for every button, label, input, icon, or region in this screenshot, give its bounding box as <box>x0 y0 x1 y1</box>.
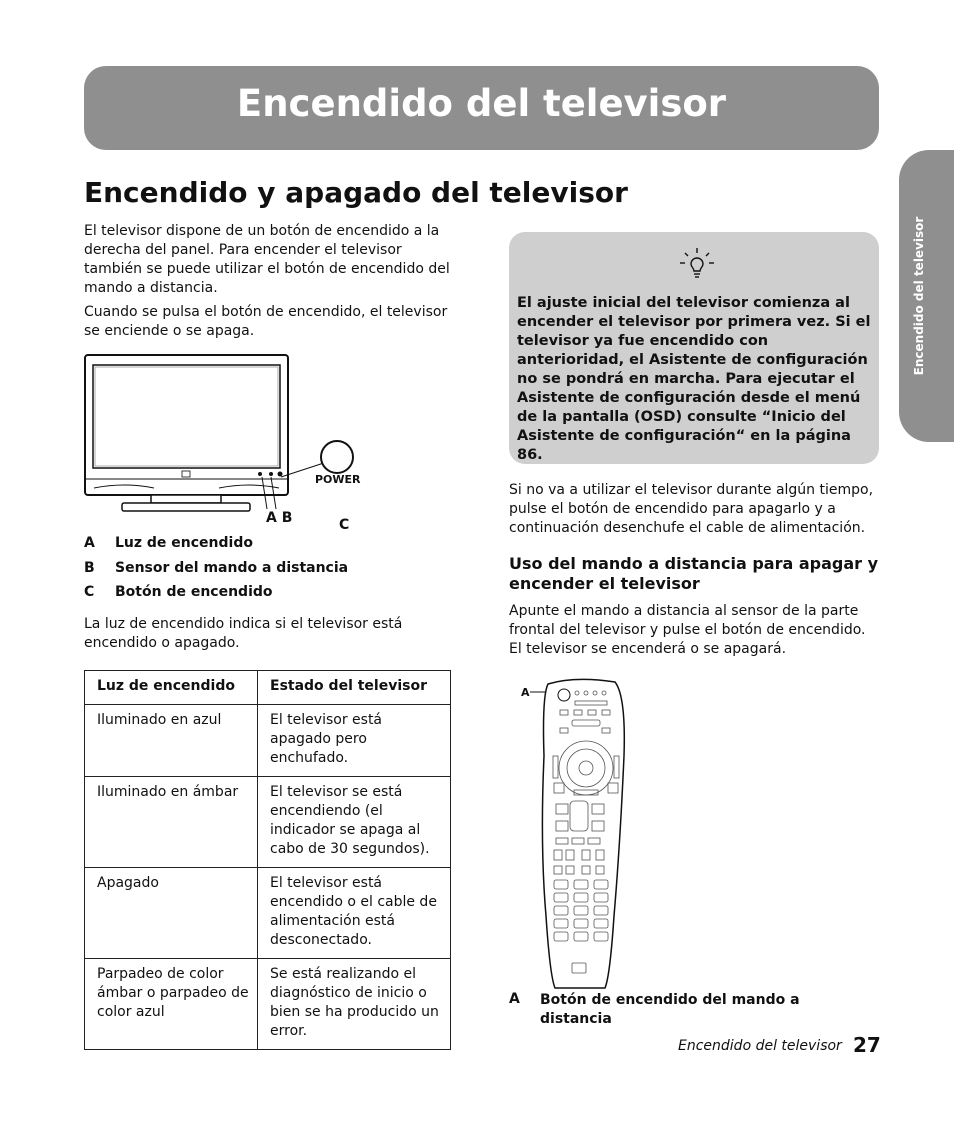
remote-paragraph: Apunte el mando a distancia al sensor de la parte frontal del televisor y pulse el botón de encendido. El televisor se encenderá o se apagará. <box>509 603 866 657</box>
table-header: Estado del televisor <box>258 671 451 705</box>
table-row <box>85 705 451 777</box>
remote-illustration <box>520 676 630 994</box>
legend-item-a: A Luz de encendido <box>84 535 253 551</box>
table-cell: El televisor está encendido o el cable de alimentación está desconectado. <box>258 868 451 959</box>
tip-box <box>509 232 879 464</box>
lightbulb-icon <box>677 246 717 282</box>
legend-item-b: B Sensor del mando a distancia <box>84 560 349 576</box>
table-row <box>85 959 451 1050</box>
side-tab <box>899 150 954 442</box>
table-cell: El televisor se está encendiendo (el indicador se apaga al cabo de 30 segundos). <box>258 777 451 868</box>
tip-text: El ajuste inicial del televisor comienza al encender el televisor por primera vez. Si el televisor ya fue encendido con anterioridad, el Asistente de configuración no se pondrá en marcha. Para ejecutar el Asistente de configuración desde el menú de la pantalla (OSD) consulte “Inicio del Asistente de configuración“ en la página 86. <box>517 295 871 463</box>
page-number: 27 <box>853 1033 881 1057</box>
side-tab-label: Encendido del televisor <box>912 216 926 376</box>
unplug-paragraph: Si no va a utilizar el televisor durante algún tiempo, pulse el botón de encendido para apagarlo y a continuación desenchufe el cable de alimentación. <box>509 482 874 536</box>
remote-legend-item: A Botón de encendido del mando a distancia <box>509 991 800 1027</box>
marker-ab: A B <box>266 510 293 526</box>
table-cell: Se está realizando el diagnóstico de inicio o bien se ha producido un error. <box>258 959 451 1050</box>
table-cell: El televisor está apagado pero enchufado. <box>258 705 451 777</box>
remote-section-title: Uso del mando a distancia para apagar y encender el televisor <box>509 554 879 593</box>
intro-paragraph-2: Cuando se pulsa el botón de encendido, el televisor se enciende o se apaga. <box>84 304 448 339</box>
status-table <box>84 670 451 1050</box>
section-title: Encendido y apagado del televisor <box>84 176 628 209</box>
table-header: Luz de encendido <box>85 671 258 705</box>
intro-paragraph-1: El televisor dispone de un botón de encendido a la derecha del panel. Para encender el televisor también se puede utilizar el botón de encendido del mando a distancia. <box>84 223 450 296</box>
light-intro: La luz de encendido indica si el televisor está encendido o apagado. <box>84 616 403 651</box>
table-row <box>85 777 451 868</box>
remote-marker-a: A <box>521 686 530 699</box>
marker-c: C <box>339 517 350 533</box>
chapter-title: Encendido del televisor <box>236 82 727 125</box>
table-cell: Iluminado en azul <box>85 705 258 777</box>
table-row <box>85 868 451 959</box>
footer-title: Encendido del televisor <box>678 1038 842 1054</box>
power-label: POWER <box>315 473 361 486</box>
legend-item-c: C Botón de encendido <box>84 584 273 600</box>
tv-illustration <box>84 354 374 534</box>
table-cell: Parpadeo de color ámbar o parpadeo de color azul <box>85 959 258 1050</box>
table-cell: Iluminado en ámbar <box>85 777 258 868</box>
table-cell: Apagado <box>85 868 258 959</box>
chapter-banner <box>84 66 879 150</box>
